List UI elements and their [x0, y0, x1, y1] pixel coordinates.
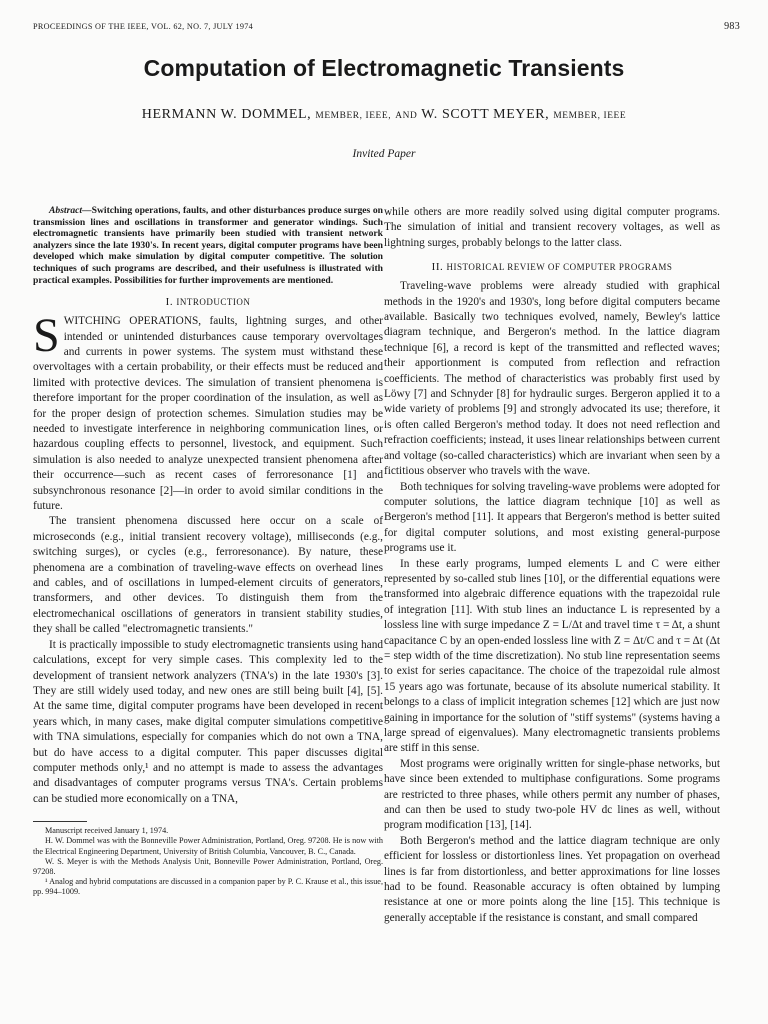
paragraph: In these early programs, lumped elements L and C were either represented by so-called stub lines [10], or the differential equations were transformed into algebraic difference equations with the trapezoidal rule of integration [11]. With stub lines an inductance L is represented by a lossless line with surge impedance Z = L/Δt and travel time τ = Δt, a shunt capacitance C by an open-ended lossless line with Z = Δt/C and τ = Δt (Δt = step width of the time discretization). No stub line representation seems to exist for series capacitance. The choice of the trapezoidal rule almost 15 years ago was fortunate, because of its absolute numerical stability. It belongs to a class of implicit integration schemes [12] which are just now gaining in importance for the solution of "stiff systems" (systems having a large spread of eigenvalues). Many electromagnetic transients problems are stiff in this sense.	[384, 557, 720, 755]
section-body	[384, 205, 720, 251]
author-name: HERMANN W. DOMMEL,	[141, 107, 312, 122]
journal-citation: PROCEEDINGS OF THE IEEE, VOL. 62, NO. 7, JULY 1974	[33, 22, 254, 31]
footnotes	[33, 826, 383, 897]
author-conjunction: AND	[395, 111, 418, 121]
paragraph-text: WITCHING OPERATIONS, faults, lightning surges, and other intended or unintended disturbances cause temporary overvoltages and currents in power systems. The system must withstand these overvoltages with a certain probability, or their effects must be reduced and limited with protective devices. The simulation of transient phenomena is therefore important for the proper coordination of the insulation, as well as for the proper design of protection schemes. Simulation studies may be needed to investigate interference in neighboring communication lines, or hazardous coupling effects to personnel, livestock, and equipment. Such simulation is also needed to analyze unexpected transient phenomena after their occurrence—such as recent cases of ferroresonance [1] and subsynchronous resonance [2]—in order to avoid similar conditions in the future.	[33, 315, 383, 513]
paragraph: Both techniques for solving traveling-wave problems were adopted for computer solutions, the lattice diagram technique [10] as well as Bergeron's method [11]. It appears that Bergeron's method is better suited for digital computer solutions, and most existing general-purpose programs use it.	[384, 480, 720, 555]
invited-paper-note: Invited Paper	[352, 148, 416, 160]
footnote: Manuscript received January 1, 1974.	[45, 826, 169, 836]
paragraph: Traveling-wave problems were already studied with graphical methods in the 1920's and 1930's, long before digital computers became available. Basically two techniques evolved, namely, Bewley's lattice diagram technique, and Bergeron's method. In the lattice diagram technique [6], a record is kept of the transmitted and reflected waves; their apportionment is computed from reflection and refraction coefficients. The method of characteristics was probably first used by Löwy [7] and Schnyder [8] for hydraulic surges. Bergeron applied it to a wide variety of problems [9] and strongly advocated its use; therefore, it is often called Bergeron's method today. It does not need reflection and refraction coefficients; instead, it uses linear relationships between current and voltage (so-called characteristics) which are invariant when seen by a fictitious observer who travels with the wave.	[384, 280, 720, 478]
section-number: I.	[165, 296, 174, 309]
section-heading	[33, 296, 383, 308]
footnote: H. W. Dommel was with the Bonneville Power Administration, Portland, Oreg. 97208. He is now with the Electrical Engineering Department, University of British Columbia, Vancouver, B. C., Canada.	[33, 836, 383, 856]
section-title: HISTORICAL REVIEW OF COMPUTER PROGRAMS	[446, 262, 673, 273]
page-number: 983	[724, 21, 740, 32]
author-affiliation: MEMBER, IEEE	[553, 111, 627, 121]
abstract-text: Switching operations, faults, and other disturbances produce surges on transmission lines and oscillations in transformer and generator windings. Such electromagnetic transients have primarily been studied with transient network analyzers since the late 1930's. In recent years, digital computer programs have been developed which make simulation by digital computer competitive. The solution techniques of such programs are described, and their usefulness is illustrated with practical examples. Possibilities for further improvements are mentioned.	[33, 205, 383, 286]
paragraph: It is practically impossible to study electromagnetic transients using hand calculations, except for very simple cases. This complexity led to the development of transient network analyzers (TNA's) in the late 1930's [3]. They are still widely used today, and new ones are still being built [4], [5]. At the same time, digital computer programs have been developed in recent years which, in many cases, make digital computer simulations competitive with TNA simulations, especially for companies which do not own a TNA, but do have access to a digital computer. This paper discusses digital computer methods only,¹ and no attempt is made to assess the advantages and disadvantages of computer programs versus TNA's. Certain problems can be studied more economically on a TNA,	[33, 638, 383, 805]
paragraph: Most programs were originally written for single-phase networks, but have since been extended to multiphase configurations. Some programs are restricted to three phases, while others permit any number of phases, and can then be used to study two-pole HV dc lines as well, without program modification [13], [14].	[384, 757, 720, 832]
section-body	[33, 309, 383, 807]
section-title: INTRODUCTION	[176, 297, 251, 308]
author-affiliation: MEMBER, IEEE,	[315, 111, 392, 121]
author-name: W. SCOTT MEYER,	[421, 107, 550, 122]
footnote: ¹ Analog and hybrid computations are discussed in a companion paper by P. C. Krause et al., this issue, pp. 994–1009.	[33, 877, 383, 897]
paper-title: Computation of Electromagnetic Transients	[143, 55, 625, 81]
left-column	[33, 205, 383, 898]
section-number: II.	[431, 261, 444, 274]
paragraph: The transient phenomena discussed here occur on a scale of microseconds (e.g., initial transient recovery voltage), milliseconds (e.g., switching surges), or cycles (e.g., ferroresonance). By nature, these phenomena are a combination of traveling-wave effects on overhead lines and cables, and of oscillations in lumped-element circuits of generators, transformers, and other devices. To distinguish them from the electromechanical oscillations of generators in transient stability studies, they shall be called "electromagnetic transients."	[33, 515, 383, 636]
abstract-label: Abstract—	[49, 205, 92, 216]
section-body	[384, 279, 720, 926]
running-header	[33, 22, 740, 36]
abstract	[33, 205, 383, 286]
author-line	[0, 107, 768, 123]
drop-cap: S	[33, 309, 60, 363]
footnote: W. S. Meyer is with the Methods Analysis Unit, Bonneville Power Administration, Portland, Oreg. 97208.	[33, 856, 383, 876]
paragraph: while others are more readily solved using digital computer programs. The simulation of initial and transient recovery voltages, as well as lightning surges, probably belongs to the latter class.	[384, 206, 720, 249]
paragraph	[33, 309, 383, 514]
paragraph: Both Bergeron's method and the lattice diagram technique are only efficient for lossless or distortionless lines. Yet propagation on overhead lines is far from distortionless, and better approximations for line losses had to be found. Reasonable accuracy is often obtained by lumping resistance at one or more points along the line [15]. This technique is generally acceptable if the resistance is constant, and small compared	[384, 834, 720, 924]
section-heading	[384, 261, 720, 273]
footnote-rule	[33, 821, 87, 822]
right-column	[384, 205, 720, 926]
